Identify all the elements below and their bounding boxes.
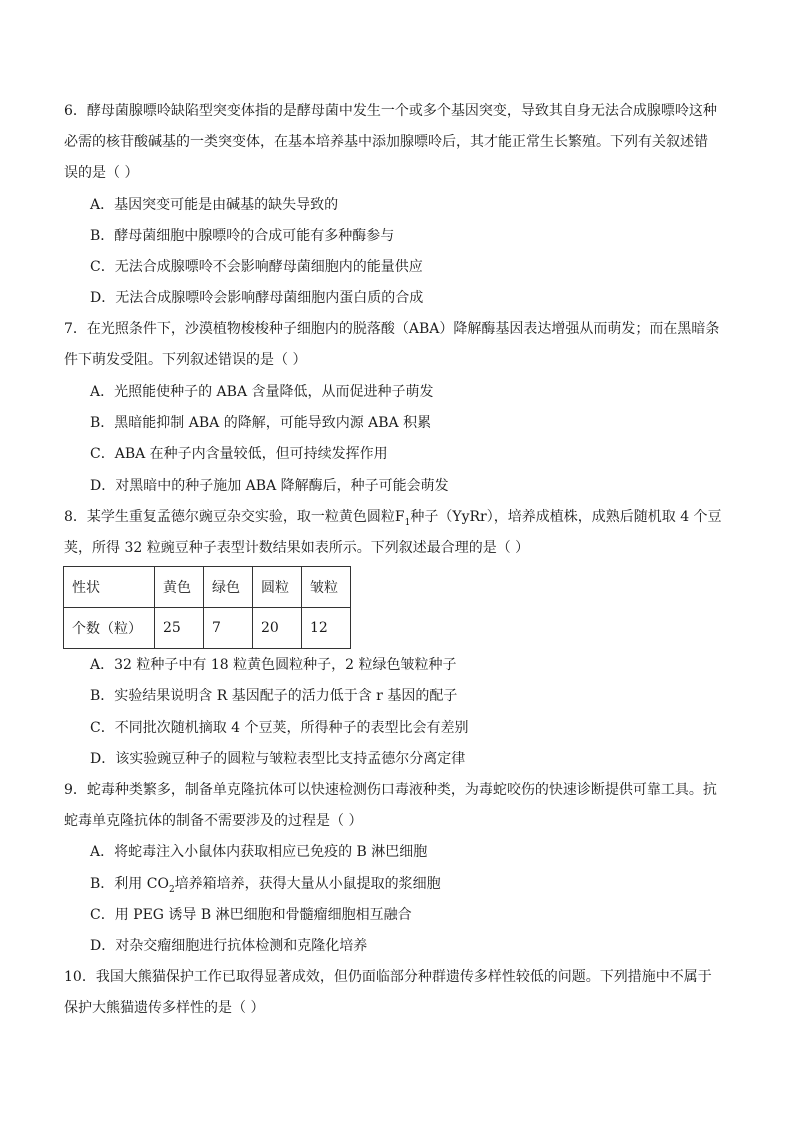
q9-option-a: A．将蛇毒注入小鼠体内获取相应已免疫的 B 淋巴细胞 — [90, 844, 428, 860]
q8-stem-line-1 — [64, 507, 722, 533]
q6-option-d: D．无法合成腺嘌呤会影响酵母菌细胞内蛋白质的合成 — [90, 290, 424, 306]
table-header-cell: 性状 — [64, 567, 155, 608]
table-header-cell: 皱粒 — [302, 567, 351, 608]
q9-option-b — [90, 874, 441, 900]
table-cell: 个数（粒） — [64, 608, 155, 649]
q6-option-c: C．无法合成腺嘌呤不会影响酵母菌细胞内的能量供应 — [90, 259, 423, 275]
q8-option-b: B．实验结果说明含 R 基因配子的活力低于含 r 基因的配子 — [90, 688, 458, 704]
q9-option-b-part-a: B．利用 CO — [90, 876, 169, 892]
q10-stem-line-2: 保护大熊猫遗传多样性的是（ ） — [64, 1000, 265, 1016]
q8-stem-part-b: 种子（YyRr），培养成植株，成熟后随机取 4 个豆 — [410, 509, 722, 525]
table-cell: 7 — [204, 608, 253, 649]
q7-stem-line-2: 件下萌发受阻。下列叙述错误的是（ ） — [64, 352, 307, 368]
q7-stem-line-1: 7．在光照条件下，沙漠植物梭梭种子细胞内的脱落酸（ABA）降解酶基因表达增强从而萌发；而在黑暗条 — [64, 321, 720, 337]
q8-stem-line-2: 荚，所得 32 粒豌豆种子表型计数结果如表所示。下列叙述最合理的是（ ） — [64, 540, 530, 556]
q6-stem-line-1: 6．酵母菌腺嘌呤缺陷型突变体指的是酵母菌中发生一个或多个基因突变，导致其自身无法合成腺嘌呤这种 — [64, 103, 717, 119]
q9-stem-line-1: 9．蛇毒种类繁多，制备单克隆抗体可以快速检测伤口毒液种类，为毒蛇咬伤的快速诊断提供可靠工具。抗 — [64, 782, 717, 798]
q8-option-c: C．不同批次随机摘取 4 个豆荚，所得种子的表型比会有差别 — [90, 720, 469, 736]
q9-option-d: D．对杂交瘤细胞进行抗体检测和克隆化培养 — [90, 938, 368, 954]
table-header-row — [64, 567, 351, 608]
table-header-cell: 黄色 — [155, 567, 204, 608]
q8-option-d: D．该实验豌豆种子的圆粒与皱粒表型比支持孟德尔分离定律 — [90, 751, 466, 767]
table-cell: 20 — [253, 608, 302, 649]
q9-option-b-subscript: 2 — [168, 884, 175, 895]
table-row — [64, 608, 351, 649]
table-header-cell: 绿色 — [204, 567, 253, 608]
table-header-cell: 圆粒 — [253, 567, 302, 608]
q7-option-b: B．黑暗能抑制 ABA 的降解，可能导致内源 ABA 积累 — [90, 415, 432, 431]
q8-data-table — [63, 566, 351, 649]
q9-option-c: C．用 PEG 诱导 B 淋巴细胞和骨髓瘤细胞相互融合 — [90, 907, 412, 923]
q9-stem-line-2: 蛇毒单克隆抗体的制备不需要涉及的过程是（ ） — [64, 813, 363, 829]
table-cell: 12 — [302, 608, 351, 649]
q6-option-a: A．基因突变可能是由碱基的缺失导致的 — [90, 197, 339, 213]
q8-stem-subscript: 1 — [404, 517, 411, 528]
table-cell: 25 — [155, 608, 204, 649]
q6-stem-line-3: 误的是（ ） — [64, 165, 139, 181]
q8-option-a: A．32 粒种子中有 18 粒黄色圆粒种子，2 粒绿色皱粒种子 — [90, 657, 457, 673]
q9-option-b-part-b: 培养箱培养，获得大量从小鼠提取的浆细胞 — [174, 876, 441, 892]
q8-stem-part-a: 8．某学生重复孟德尔豌豆杂交实验，取一粒黄色圆粒F — [64, 509, 405, 525]
q7-option-a: A．光照能使种子的 ABA 含量降低，从而促进种子萌发 — [90, 384, 434, 400]
q10-stem-line-1: 10．我国大熊猫保护工作已取得显著成效，但仍面临部分种群遗传多样性较低的问题。下列措施中不属于 — [64, 969, 712, 985]
q6-option-b: B．酵母菌细胞中腺嘌呤的合成可能有多种酶参与 — [90, 228, 395, 244]
q7-option-c: C．ABA 在种子内含量较低，但可持续发挥作用 — [90, 446, 388, 462]
q7-option-d: D．对黑暗中的种子施加 ABA 降解酶后，种子可能会萌发 — [90, 478, 449, 494]
q6-stem-line-2: 必需的核苷酸碱基的一类突变体，在基本培养基中添加腺嘌呤后，其才能正常生长繁殖。下列有关叙述错 — [64, 134, 708, 150]
